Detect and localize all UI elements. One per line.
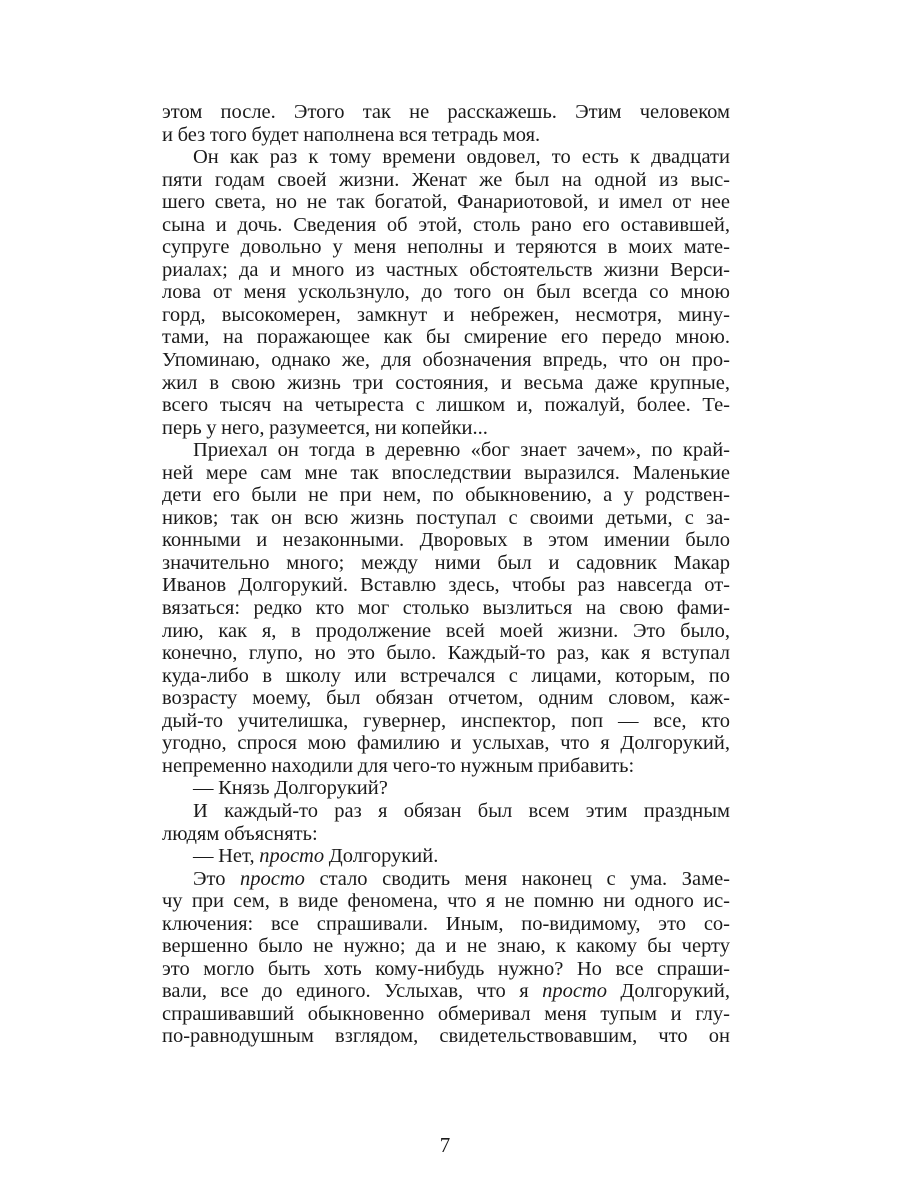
text-segment: пяти годам своей жизни. Женат же был на одной из выс-	[162, 168, 730, 191]
text-segment: всего тысяч на четыреста с лишком и, пожалуй, более. Те-	[162, 394, 730, 417]
text-line	[162, 574, 730, 597]
text-segment: этом после. Этого так не расскажешь. Этим человеком	[162, 101, 730, 123]
text-line	[162, 462, 730, 485]
text-line	[162, 191, 730, 214]
text-line	[162, 642, 730, 665]
text-segment: Это	[193, 867, 241, 890]
text-line	[162, 484, 730, 507]
text-segment: шего света, но не так богатой, Фанариотовой, и имел от нее	[162, 191, 730, 214]
text-segment: Приехал он тогда в деревню «бог знает зачем», по край-	[193, 439, 730, 462]
text-segment: Иванов Долгорукий. Вставлю здесь, чтобы раз навсегда от-	[162, 574, 730, 597]
text-segment: значительно много; между ними был и садовник Макар	[162, 551, 730, 574]
text-segment: конечно, глупо, но это было. Каждый-то раз, как я вступал	[162, 642, 730, 665]
text-segment: спрашивавший обыкновенно обмеривал меня тупым и глу-	[162, 1002, 730, 1025]
text-segment: Долгорукий.	[324, 845, 439, 868]
text-line	[162, 372, 730, 395]
text-line	[162, 101, 730, 124]
text-line	[162, 146, 730, 169]
text-line	[162, 1003, 730, 1026]
text-segment: людям объяснять:	[162, 822, 318, 845]
text-line	[162, 710, 730, 733]
emphasized-word: просто	[259, 845, 325, 868]
text-line	[162, 597, 730, 620]
text-segment: ней мере сам мне так впоследствии выразился. Маленькие	[162, 461, 730, 484]
text-line	[162, 439, 730, 462]
text-line	[162, 777, 730, 800]
text-line	[162, 259, 730, 282]
text-line	[162, 304, 730, 327]
text-line	[162, 823, 730, 846]
text-segment: вали, все до единого. Услыхав, что я	[162, 980, 543, 1003]
text-line	[162, 868, 730, 891]
text-segment: угодно, спрося мою фамилию и услыхав, что я Долгорукий,	[162, 732, 730, 755]
text-line	[162, 755, 730, 778]
text-line	[162, 958, 730, 981]
text-line	[162, 169, 730, 192]
text-line	[162, 124, 730, 147]
text-segment: непременно находили для чего-то нужным прибавить:	[162, 754, 635, 777]
page-number: 7	[439, 1133, 451, 1157]
text-segment: дый-то учителишка, гувернер, инспектор, поп — все, кто	[162, 709, 730, 732]
text-line	[162, 845, 730, 868]
text-segment: дети его были не при нем, по обыкновению, а у родствен-	[162, 484, 730, 507]
text-segment: чу при сем, в виде феномена, что я не помню ни одного ис-	[162, 890, 730, 913]
text-segment: вершенно было не нужно; да и не знаю, к какому бы черту	[162, 935, 730, 958]
text-line	[162, 529, 730, 552]
text-line	[162, 417, 730, 440]
text-segment: Долгорукий,	[606, 980, 730, 1003]
text-segment: ников; так он всю жизнь поступал с своими детьми, с за-	[162, 506, 730, 529]
text-segment: жил в свою жизнь три состояния, и весьма даже крупные,	[162, 371, 730, 394]
emphasized-word: просто	[240, 867, 305, 890]
text-segment: конными и незаконными. Дворовых в этом имении было	[162, 529, 730, 552]
text-line	[162, 281, 730, 304]
text-line	[162, 1025, 730, 1048]
text-segment: вязаться: редко кто мог столько вызлиться на свою фами-	[162, 597, 730, 620]
text-segment: возрасту моему, был обязан отчетом, одним словом, каж-	[162, 687, 730, 710]
text-segment: по-равнодушным взглядом, свидетельствовавшим, что он	[162, 1025, 730, 1048]
text-segment: риалах; да и много из частных обстоятельств жизни Верси-	[162, 258, 730, 281]
text-segment: тами, на поражающее как бы смирение его передо мною.	[162, 326, 730, 349]
text-line	[162, 507, 730, 530]
text-line	[162, 326, 730, 349]
text-segment: И каждый-то раз я обязан был всем этим праздным	[193, 799, 730, 822]
text-line	[162, 732, 730, 755]
text-line	[162, 665, 730, 688]
text-line	[162, 913, 730, 936]
text-segment: — Нет,	[193, 845, 260, 868]
text-segment: Упоминаю, однако же, для обозначения впредь, что он про-	[162, 349, 730, 372]
text-segment: и без того будет наполнена вся тетрадь моя.	[162, 123, 541, 146]
text-segment: Он как раз к тому времени овдовел, то есть к двадцати	[193, 146, 730, 169]
text-segment: лова от меня ускользнуло, до того он был всегда со мною	[162, 281, 730, 304]
text-line	[162, 687, 730, 710]
text-line	[162, 214, 730, 237]
text-line	[162, 980, 730, 1003]
text-segment: перь у него, разумеется, ни копейки...	[162, 416, 488, 439]
text-segment: сына и дочь. Сведения об этой, столь рано его оставившей,	[162, 213, 730, 236]
text-segment: это могло быть хоть кому-нибудь нужно? Но все спраши-	[162, 957, 730, 980]
text-segment: лию, как я, в продолжение всей моей жизни. Это было,	[162, 619, 730, 642]
text-line	[162, 890, 730, 913]
text-segment: ключения: все спрашивали. Иным, по-видимому, это со-	[162, 912, 730, 935]
emphasized-word: просто	[542, 980, 607, 1003]
text-segment: супруге довольно у меня неполны и теряются в моих мате-	[162, 236, 730, 259]
text-line	[162, 800, 730, 823]
text-segment: стало сводить меня наконец с ума. Заме-	[304, 867, 730, 890]
text-segment: — Князь Долгорукий?	[193, 777, 388, 800]
body-text	[162, 101, 730, 1048]
text-line	[162, 620, 730, 643]
text-line	[162, 236, 730, 259]
text-line	[162, 552, 730, 575]
text-line	[162, 935, 730, 958]
text-segment: горд, высокомерен, замкнут и небрежен, несмотря, мину-	[162, 303, 730, 326]
text-line	[162, 394, 730, 417]
text-segment: куда-либо в школу или встречался с лицами, которым, по	[162, 664, 730, 687]
text-line	[162, 349, 730, 372]
